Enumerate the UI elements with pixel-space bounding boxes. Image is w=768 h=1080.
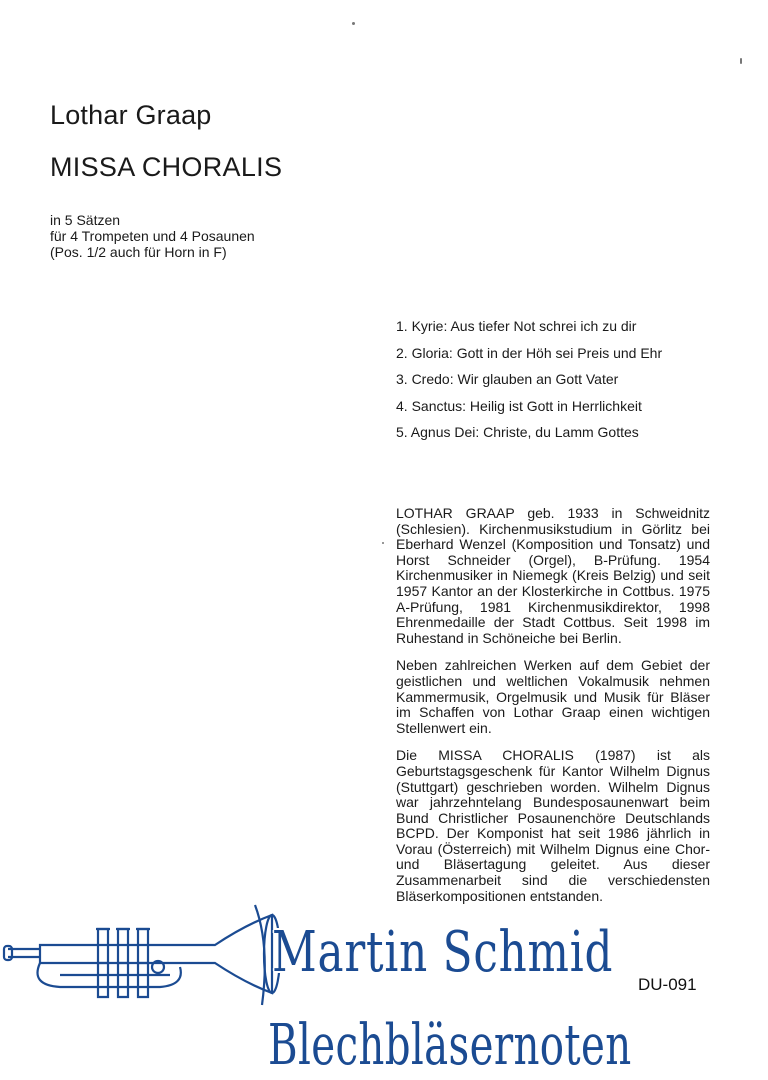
scan-speck xyxy=(352,22,355,25)
bio-paragraph: LOTHAR GRAAP geb. 1933 in Schweidnitz (Schlesien). Kirchenmusikstudium in Görlitz bei Eberhard Wenzel (Komposition und Tonsatz) und Horst Schneider (Orgel), B-Prüfung. 1954 Kirchenmusiker in Niemegk (Kreis Belzig) und seit 1957 Kantor an der Klosterkirche in Cottbus. 1975 A-Prüfung, 1981 Kirchenmusikdirektor, 1998 Ehrenmedaille der Stadt Cottbus. Seit 1998 im Ruhestand in Schöneiche bei Berlin. xyxy=(396,505,710,646)
subtitle-line: (Pos. 1/2 auch für Horn in F) xyxy=(50,244,227,260)
scan-speck xyxy=(382,542,384,544)
movement-list xyxy=(396,318,662,451)
bio-paragraph-clipped xyxy=(396,747,710,904)
trumpet-icon xyxy=(0,905,290,1020)
watermark-tagline: Blechbläsernoten xyxy=(268,1013,632,1078)
scan-speck xyxy=(740,58,742,64)
subtitle-line: für 4 Trompeten und 4 Posaunen xyxy=(50,228,255,244)
catalog-number: DU-091 xyxy=(638,975,697,994)
work-subtitle xyxy=(50,212,255,260)
composer-biography xyxy=(396,505,710,904)
composer-name: Lothar Graap xyxy=(50,100,212,130)
bio-paragraph: Die MISSA CHORALIS (1987) ist als Geburtstagsgeschenk für Kantor Wilhelm Dignus (Stuttgart) geschrieben worden. Wilhelm Dignus war jahrzehntelang Bundesposaunenwart beim Bund Christlicher Posaunenchöre Deutschlands BCPD. Der Komponist hat seit 1986 jährlich in Vorau (Österreich) mit Wilhelm Dignus eine Chor- und Bläsertagung geleitet. Aus dieser Zusammenarbeit sind die verschiedensten Bläserkompositionen entstanden. xyxy=(396,747,710,904)
movement-item: 3. Credo: Wir glauben an Gott Vater xyxy=(396,371,619,388)
subtitle-line: in 5 Sätzen xyxy=(50,212,121,228)
movement-item: 4. Sanctus: Heilig ist Gott in Herrlichkeit xyxy=(396,397,642,414)
movement-item: 1. Kyrie: Aus tiefer Not schrei ich zu dir xyxy=(396,318,637,334)
movement-item: 2. Gloria: Gott in der Höh sei Preis und Ehr xyxy=(396,344,663,361)
movement-item: 5. Agnus Dei: Christe, du Lamm Gottes xyxy=(396,424,639,441)
watermark-brand: Martin Schmid xyxy=(272,920,614,985)
work-title: MISSA CHORALIS xyxy=(50,152,283,182)
bio-paragraph: Neben zahlreichen Werken auf dem Gebiet der geistlichen und weltlichen Vokalmusik nehmen Kammermusik, Orgelmusik und Musik für Bläser im Schaffen von Lothar Graap einen wichtigen Stellenwert ein. xyxy=(396,657,710,736)
